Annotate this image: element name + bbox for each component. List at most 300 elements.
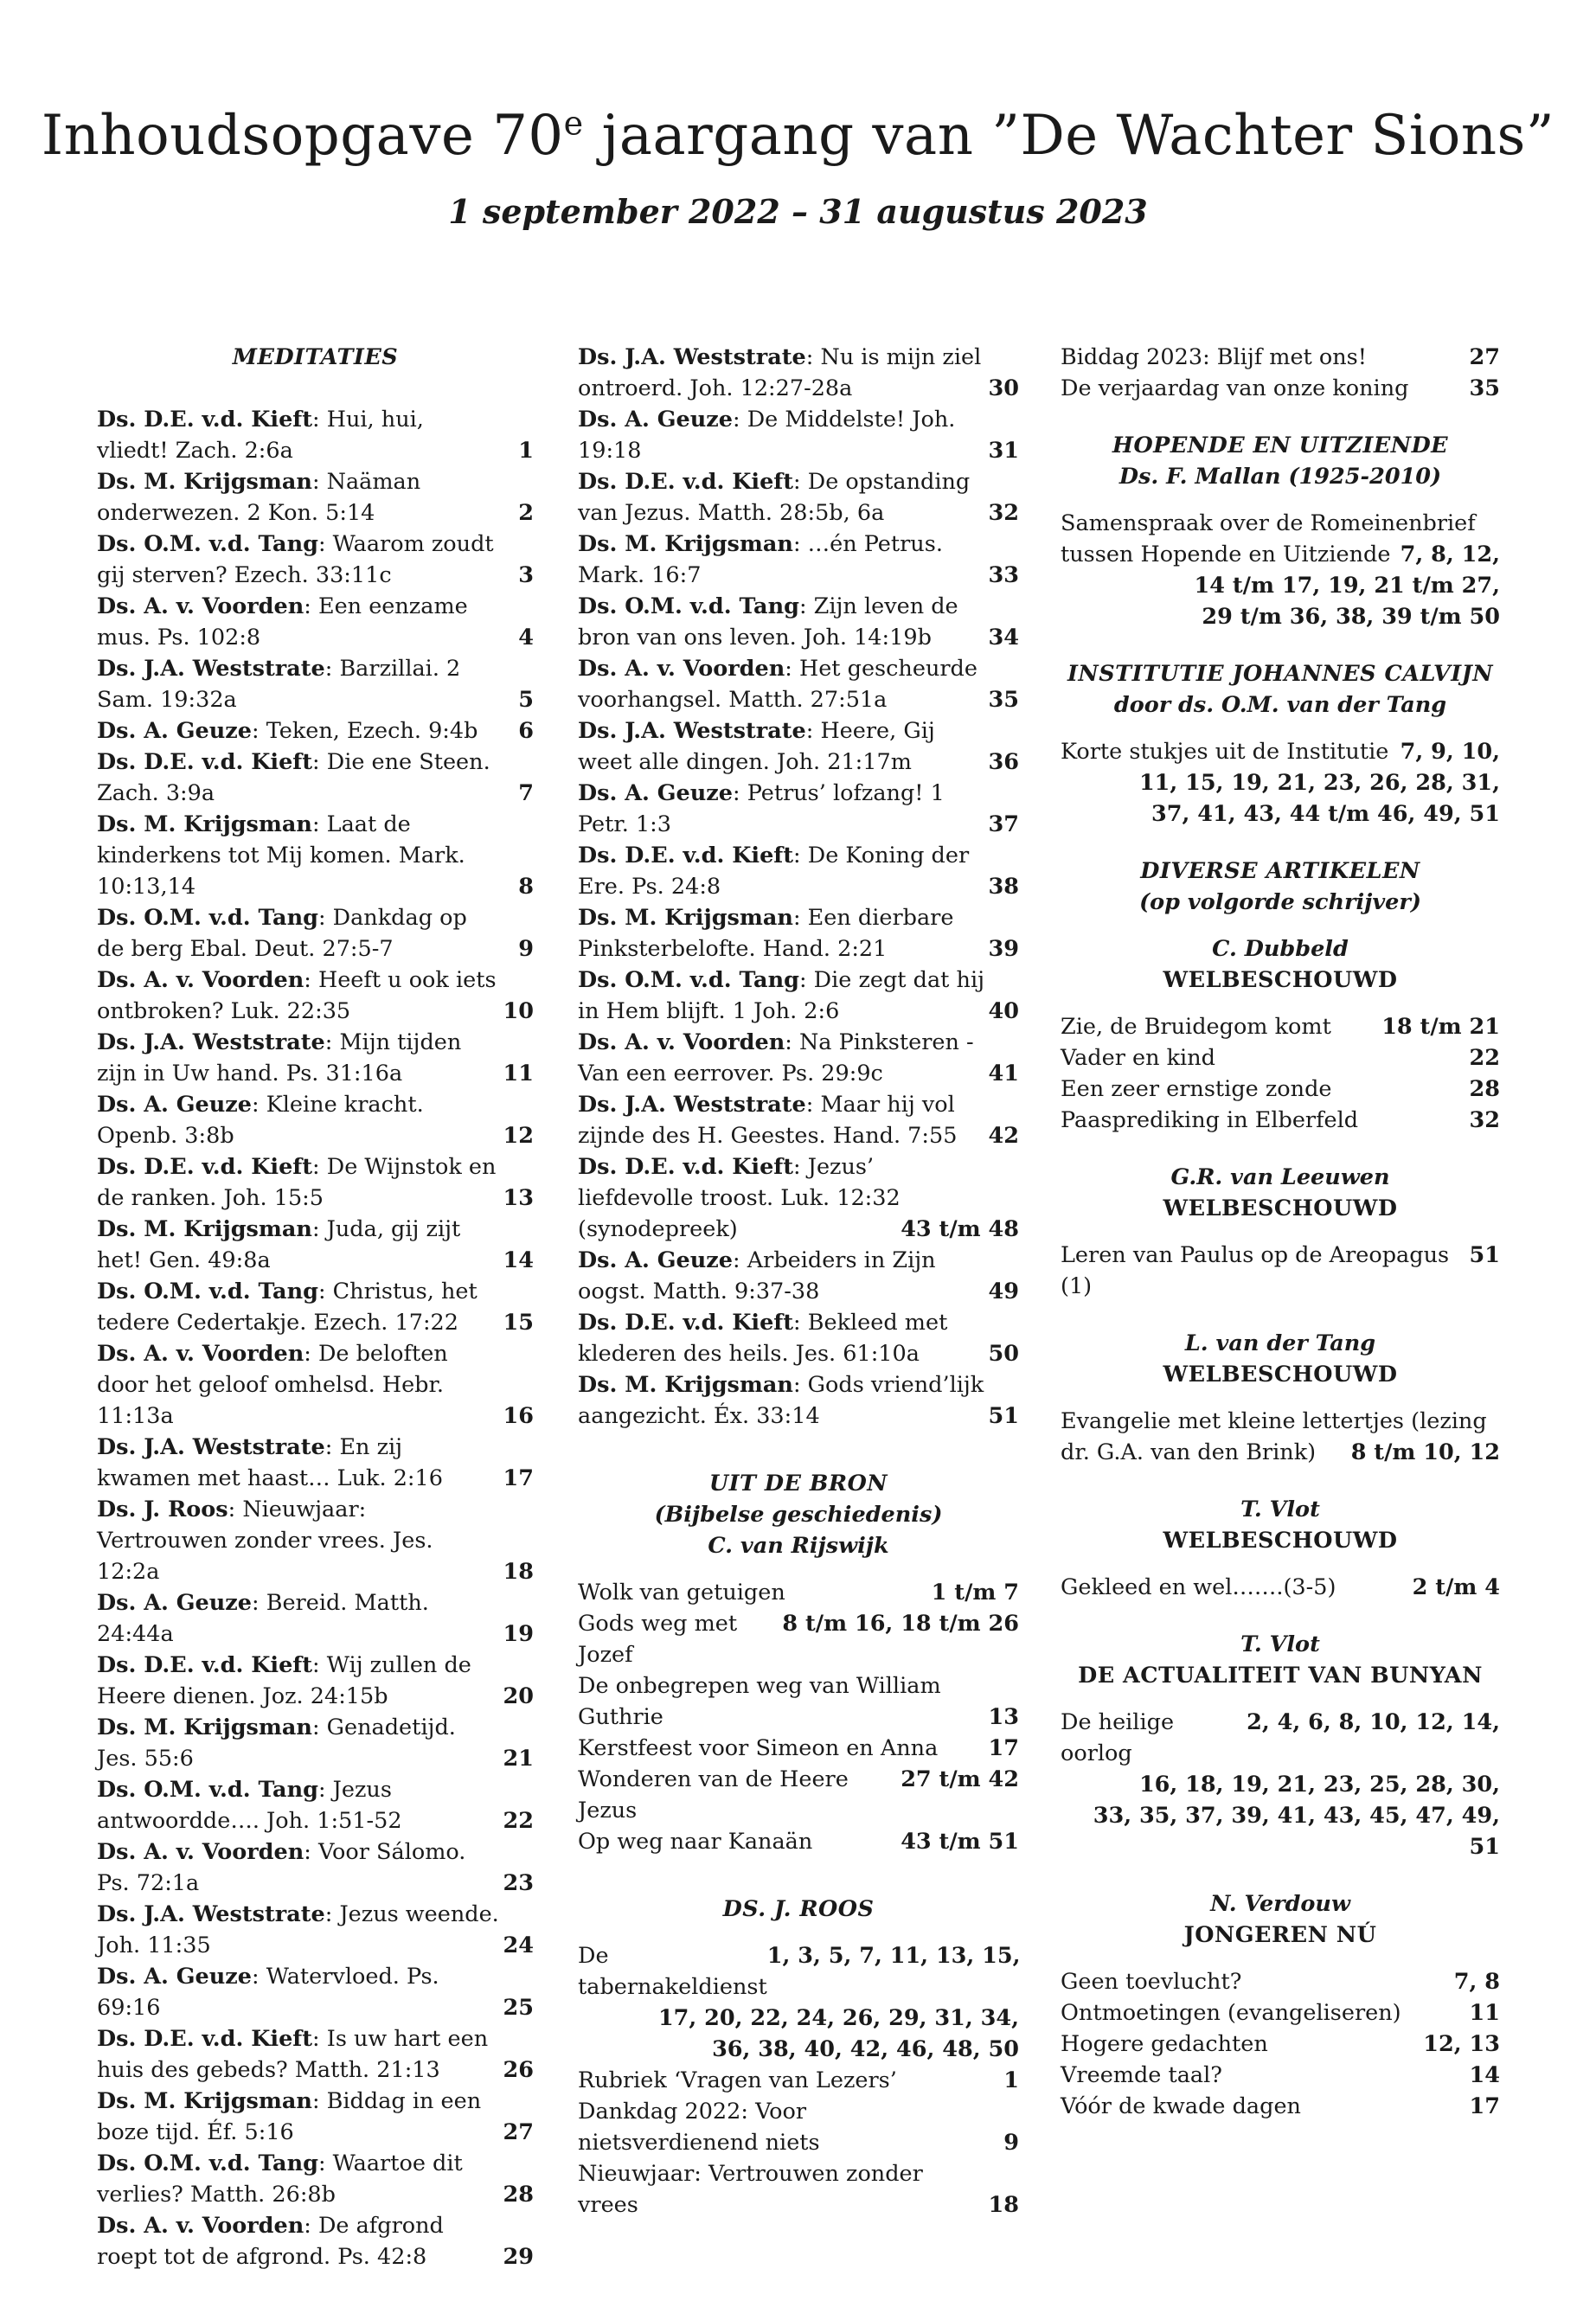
item-pages: 27	[1469, 344, 1500, 370]
meditatie-page: 15	[503, 1310, 534, 1336]
meditatie-page: 38	[988, 874, 1019, 900]
meditatie-entry	[97, 1214, 534, 1276]
meditatie-page: 21	[503, 1746, 534, 1772]
item-title: Hogere gedachten	[1061, 2031, 1268, 2057]
list-item	[578, 2065, 1019, 2096]
meditatie-author: Ds. O.M. v.d. Tang	[97, 2150, 318, 2176]
meditatie-author: Ds. M. Krijgsman	[578, 531, 793, 557]
meditatie-entry	[578, 1369, 1019, 1432]
meditatie-author: Ds. J. Roos	[97, 1497, 228, 1522]
meditatie-author: Ds. O.M. v.d. Tang	[97, 1777, 318, 1803]
meditatie-title: : Naäman onderwezen. 2 Kon. 5:14	[97, 469, 421, 526]
meditatie-author: Ds. A. Geuze	[578, 780, 734, 806]
meditatie-author: Ds. O.M. v.d. Tang	[578, 593, 799, 619]
meditatie-title: : Maar hij vol zijnde des H. Geestes. Hand. 7:55	[578, 1092, 958, 1149]
meditatie-author: Ds. O.M. v.d. Tang	[97, 531, 318, 557]
section-heading-institutie: INSTITUTIE JOHANNES CALVIJN	[1067, 661, 1494, 687]
item-title: Paasprediking in Elberfeld	[1061, 1107, 1359, 1133]
item-pages: 8 t/m 16, 18 t/m 26	[782, 1611, 1019, 1637]
meditatie-title: : Jezus antwoordde…. Joh. 1:51-52	[97, 1777, 402, 1834]
meditatie-page: 3	[518, 562, 534, 588]
item-pages: 2, 4, 6, 8, 10, 12, 14,	[1247, 1709, 1500, 1735]
meditatie-title: : Bereid. Matth. 24:44a	[97, 1590, 429, 1647]
meditatie-title: : Teken, Ezech. 9:4b	[252, 718, 478, 744]
section-author: Ds. F. Mallan (1925-2010)	[1118, 464, 1442, 490]
list-item	[1061, 1572, 1500, 1603]
meditatie-title: : Kleine kracht. Openb. 3:8b	[97, 1092, 424, 1149]
meditatie-entry	[578, 1151, 1019, 1245]
meditatie-entry	[97, 2210, 534, 2272]
meditatie-title: : Biddag in een boze tijd. Éf. 5:16	[97, 2088, 482, 2145]
item-title: Kerstfeest voor Simeon en Anna	[578, 1735, 939, 1761]
meditatie-entry	[578, 653, 1019, 715]
section-author: L. van der Tang	[1184, 1330, 1376, 1356]
column-2	[578, 342, 1019, 2221]
meditatie-author: Ds. D.E. v.d. Kieft	[578, 1310, 794, 1336]
section-rubriek: WELBESCHOUWD	[1163, 967, 1398, 993]
meditatie-author: Ds. O.M. v.d. Tang	[578, 967, 799, 993]
list-item	[1061, 1105, 1500, 1136]
item-pages: 13	[988, 1704, 1019, 1730]
meditatie-author: Ds. A. v. Voorden	[97, 593, 304, 619]
meditatie-title: : Gods vriend’lijk aangezicht. Éx. 33:14	[578, 1372, 984, 1429]
meditatie-title: : De beloften door het geloof omhelsd. Hebr. 11:13a	[97, 1341, 448, 1429]
meditatie-author: Ds. O.M. v.d. Tang	[97, 905, 318, 931]
meditatie-author: Ds. J.A. Weststrate	[97, 1901, 325, 1927]
uit-de-bron-list	[578, 1577, 1019, 1857]
meditatie-page: 16	[503, 1403, 534, 1429]
section-rubriek: WELBESCHOUWD	[1163, 1528, 1398, 1554]
meditatie-page: 10	[503, 998, 534, 1024]
meditatie-page: 41	[988, 1061, 1019, 1086]
meditatie-author: Ds. M. Krijgsman	[97, 1216, 312, 1242]
meditatie-author: Ds. D.E. v.d. Kieft	[97, 407, 313, 433]
meditatie-entry	[97, 715, 534, 747]
item-title: De onbegrepen weg van William Guthrie	[578, 1673, 941, 1730]
meditatie-entry	[578, 529, 1019, 591]
meditatie-page: 36	[988, 749, 1019, 775]
meditatie-entry	[97, 2148, 534, 2210]
item-title: Wonderen van de Heere Jezus	[578, 1766, 849, 1823]
item-pages: 32	[1469, 1107, 1500, 1133]
meditatie-page: 13	[503, 1185, 534, 1211]
meditatie-entry	[97, 1151, 534, 1214]
item-pages-continued: 37, 41, 43, 44 t/m 46, 49, 51	[1151, 801, 1500, 827]
meditatie-author: Ds. A. Geuze	[578, 407, 734, 433]
column-1	[97, 342, 534, 2272]
meditatie-entry	[97, 747, 534, 809]
meditatie-entry	[578, 1027, 1019, 1089]
meditatie-author: Ds. A. v. Voorden	[97, 2213, 304, 2239]
meditatie-author: Ds. A. v. Voorden	[578, 1029, 785, 1055]
meditatie-page: 23	[503, 1870, 534, 1896]
item-pages-continued: 36, 38, 40, 42, 46, 48, 50	[712, 2036, 1019, 2062]
meditatie-author: Ds. D.E. v.d. Kieft	[578, 843, 794, 868]
section-rubriek: WELBESCHOUWD	[1163, 1195, 1398, 1221]
item-pages: 17	[988, 1735, 1019, 1761]
meditatie-entry	[97, 1027, 534, 1089]
item-pages: 7, 9, 10,	[1400, 739, 1500, 765]
list-item	[1061, 373, 1500, 404]
meditatie-entry	[97, 965, 534, 1027]
meditatie-page: 24	[503, 1932, 534, 1958]
meditatie-author: Ds. J.A. Weststrate	[578, 718, 806, 744]
meditatie-entry	[578, 342, 1019, 404]
meditatie-entry	[97, 591, 534, 653]
meditatie-title: : Die zegt dat hij in Hem blijft. 1 Joh. 2:6	[578, 967, 985, 1024]
meditatie-author: Ds. A. Geuze	[97, 1590, 253, 1616]
item-title: De verjaardag van onze koning	[1061, 375, 1409, 401]
section-heading-meditaties: MEDITATIES	[232, 344, 399, 370]
meditatie-page: 18	[503, 1559, 534, 1585]
item-title: Een zeer ernstige zonde	[1061, 1076, 1332, 1102]
meditatie-page: 14	[503, 1247, 534, 1273]
meditatie-page: 32	[988, 500, 1019, 526]
meditatie-title: : Jezus weende. Joh. 11:35	[97, 1901, 499, 1958]
item-title: Nieuwjaar: Vertrouwen zonder vrees	[578, 2161, 923, 2218]
meditatie-title: : Na Pinksteren - Van een eerrover. Ps. 29:9c	[578, 1029, 974, 1086]
meditatie-page: 29	[503, 2244, 534, 2270]
item-pages: 28	[1469, 1076, 1500, 1102]
meditatie-entry	[97, 1276, 534, 1338]
item-title: Gekleed en wel…….(3-5)	[1061, 1574, 1336, 1600]
list-item	[1061, 1240, 1500, 1302]
section-author: G.R. van Leeuwen	[1170, 1164, 1390, 1190]
meditatie-title: : Die ene Steen. Zach. 3:9a	[97, 749, 490, 806]
meditatie-author: Ds. D.E. v.d. Kieft	[97, 2026, 313, 2052]
item-pages-continued: 14 t/m 17, 19, 21 t/m 27,	[1194, 573, 1500, 599]
meditatie-page: 40	[988, 998, 1019, 1024]
section-heading-ds-j-roos: DS. J. ROOS	[722, 1896, 875, 1922]
item-title: Biddag 2023: Blijf met ons!	[1061, 344, 1367, 370]
section-rubriek: DE ACTUALITEIT VAN BUNYAN	[1078, 1663, 1483, 1689]
item-title: Ontmoetingen (evangeliseren)	[1061, 2000, 1401, 2026]
meditatie-entry	[578, 902, 1019, 965]
meditatie-entry	[97, 466, 534, 529]
meditaties-list-part-2	[578, 342, 1019, 1432]
meditatie-title: : En zij kwamen met haast… Luk. 2:16	[97, 1434, 443, 1491]
section-rubriek: WELBESCHOUWD	[1163, 1362, 1398, 1388]
item-pages: 1	[1003, 2067, 1019, 2093]
meditatie-title: : Arbeiders in Zijn oogst. Matth. 9:37-38	[578, 1247, 936, 1304]
meditatie-entry	[97, 809, 534, 902]
item-pages-continued: 17, 20, 22, 24, 26, 29, 31, 34,	[657, 2005, 1019, 2031]
item-pages: 1 t/m 7	[931, 1580, 1019, 1606]
meditatie-entry	[578, 466, 1019, 529]
meditatie-entry	[97, 653, 534, 715]
meditatie-entry	[97, 2023, 534, 2086]
section-author: T. Vlot	[1240, 1497, 1320, 1522]
item-pages: 7, 8	[1453, 1969, 1500, 1995]
item-pages: 17	[1469, 2093, 1500, 2119]
page-subtitle: 1 september 2022 – 31 augustus 2023	[448, 192, 1148, 231]
section-author: C. Dubbeld	[1212, 936, 1349, 962]
meditatie-title: : Het gescheurde voorhangsel. Matth. 27:51a	[578, 656, 977, 713]
meditatie-title: : Heeft u ook iets ontbroken? Luk. 22:35	[97, 967, 497, 1024]
meditatie-author: Ds. M. Krijgsman	[97, 469, 312, 495]
meditatie-title: : Genadetijd. Jes. 55:6	[97, 1715, 456, 1772]
meditatie-page: 28	[503, 2182, 534, 2208]
meditatie-page: 31	[988, 438, 1019, 464]
meditaties-list-part-1	[97, 404, 534, 2272]
meditatie-page: 35	[988, 687, 1019, 713]
meditatie-entry	[97, 1432, 534, 1494]
meditatie-author: Ds. M. Krijgsman	[97, 1715, 312, 1740]
meditatie-author: Ds. D.E. v.d. Kieft	[97, 749, 313, 775]
list-item	[1061, 736, 1500, 830]
meditatie-entry	[97, 1961, 534, 2023]
section-heading-uit-de-bron: UIT DE BRON	[708, 1471, 888, 1497]
meditatie-author: Ds. J.A. Weststrate	[97, 1029, 325, 1055]
meditatie-author: Ds. A. Geuze	[97, 1964, 253, 1990]
meditatie-entry	[97, 902, 534, 965]
item-pages: 1, 3, 5, 7, 11, 13, 15,	[766, 1943, 1021, 1969]
item-title: De heilige oorlog	[1061, 1709, 1175, 1766]
meditatie-page: 5	[518, 687, 534, 713]
item-pages: 27 t/m 42	[901, 1766, 1019, 1792]
meditatie-title: : Nu is mijn ziel ontroerd. Joh. 12:27-28a	[578, 344, 982, 401]
page-title: Inhoudsopgave 70e jaargang van ”De Wachter Sions”	[41, 104, 1555, 168]
meditatie-title: : Mijn tijden zijn in Uw hand. Ps. 31:16a	[97, 1029, 462, 1086]
meditatie-entry	[97, 1712, 534, 1774]
meditatie-title: : Juda, gij zijt het! Gen. 49:8a	[97, 1216, 461, 1273]
section-author: T. Vlot	[1240, 1631, 1320, 1657]
meditatie-page: 25	[503, 1995, 534, 2021]
list-item	[1061, 1042, 1500, 1074]
meditatie-title: : Voor Sálomo. Ps. 72:1a	[97, 1839, 466, 1896]
meditatie-title: : De Middelste! Joh. 19:18	[578, 407, 956, 464]
item-title: Geen toevlucht?	[1061, 1969, 1242, 1995]
meditatie-title: : Zijn leven de bron van ons leven. Joh. 14:19b	[578, 593, 958, 651]
meditatie-page: 51	[988, 1403, 1019, 1429]
meditatie-author: Ds. J.A. Weststrate	[97, 656, 325, 682]
item-title: Op weg naar Kanaän	[578, 1829, 813, 1855]
list-item	[1061, 1966, 1500, 1997]
list-item	[578, 1670, 1019, 1733]
meditatie-page: 11	[503, 1061, 534, 1086]
meditatie-author: Ds. D.E. v.d. Kieft	[97, 1652, 313, 1678]
meditatie-entry	[97, 1650, 534, 1712]
item-pages: 11	[1469, 2000, 1500, 2026]
list-item	[578, 2096, 1019, 2158]
item-pages: 18 t/m 21	[1381, 1014, 1500, 1040]
meditatie-author: Ds. M. Krijgsman	[97, 2088, 312, 2114]
item-pages: 2 t/m 4	[1412, 1574, 1500, 1600]
list-item	[578, 2158, 1019, 2221]
item-pages: 22	[1469, 1045, 1500, 1071]
list-item	[1061, 2091, 1500, 2122]
meditatie-title: : Watervloed. Ps. 69:16	[97, 1964, 439, 2021]
roos-list-continued	[1061, 342, 1500, 404]
item-title-continued: tussen Hopende en Uitziende	[1061, 542, 1391, 567]
item-pages-continued: 11, 15, 19, 21, 23, 26, 28, 31,	[1138, 770, 1500, 796]
meditatie-page: 17	[503, 1465, 534, 1491]
meditatie-page: 6	[518, 718, 534, 744]
meditatie-page: 34	[988, 625, 1019, 651]
meditatie-title: : Wij zullen de Heere dienen. Joz. 24:15b	[97, 1652, 471, 1709]
column-3	[1061, 342, 1500, 2122]
meditatie-title: : Nieuwjaar: Vertrouwen zonder vrees. Jes. 12:2a	[97, 1497, 433, 1585]
meditatie-author: Ds. D.E. v.d. Kieft	[578, 1154, 794, 1180]
meditatie-author: Ds. A. Geuze	[97, 1092, 253, 1118]
item-title: Wolk van getuigen	[578, 1580, 785, 1606]
meditatie-entry	[97, 404, 534, 466]
meditatie-title: : Heere, Gij weet alle dingen. Joh. 21:17m	[578, 718, 935, 775]
meditatie-page: 8	[518, 874, 534, 900]
section-heading-diverse-artikelen: DIVERSE ARTIKELEN	[1140, 858, 1420, 884]
item-title: Vóór de kwade dagen	[1061, 2093, 1301, 2119]
meditatie-page: 50	[988, 1341, 1019, 1367]
meditatie-entry	[578, 840, 1019, 902]
meditatie-author: Ds. A. v. Voorden	[578, 656, 785, 682]
meditatie-entry	[578, 1089, 1019, 1151]
item-title: Vreemde taal?	[1061, 2062, 1222, 2088]
section-subheading: (Bijbelse geschiedenis)	[654, 1502, 943, 1528]
meditatie-title: : …én Petrus. Mark. 16:7	[578, 531, 943, 588]
meditatie-entry	[97, 1899, 534, 1961]
item-title: Vader en kind	[1061, 1045, 1215, 1071]
meditatie-page: 37	[988, 811, 1019, 837]
meditatie-author: Ds. J.A. Weststrate	[97, 1434, 325, 1460]
item-title: Samenspraak over de Romeinenbrief	[1061, 510, 1476, 536]
meditatie-page: 43 t/m 48	[901, 1216, 1019, 1242]
meditatie-author: Ds. D.E. v.d. Kieft	[578, 469, 794, 495]
meditatie-title: : De Wijnstok en de ranken. Joh. 15:5	[97, 1154, 497, 1211]
list-item	[578, 1608, 1019, 1670]
item-title: Korte stukjes uit de Institutie	[1061, 739, 1389, 765]
verdouw-list	[1061, 1966, 1500, 2122]
list-item	[1061, 2029, 1500, 2060]
meditatie-page: 2	[518, 500, 534, 526]
item-title: Leren van Paulus op de Areopagus (1)	[1061, 1242, 1450, 1299]
meditatie-author: Ds. M. Krijgsman	[97, 811, 312, 837]
meditatie-entry	[578, 715, 1019, 778]
meditatie-entry	[97, 529, 534, 591]
meditatie-page: 1	[518, 438, 534, 464]
meditatie-title: : Waarom zoudt gij sterven? Ezech. 33:11c	[97, 531, 494, 588]
item-pages: 9	[1003, 2130, 1019, 2156]
item-pages-continued: 16, 18, 19, 21, 23, 25, 28, 30,	[1138, 1772, 1500, 1798]
list-item	[578, 1764, 1019, 1826]
section-heading-hopende-en-uitziende: HOPENDE EN UITZIENDE	[1112, 433, 1449, 458]
item-pages-continued: 29 t/m 36, 38, 39 t/m 50	[1202, 604, 1500, 630]
meditatie-author: Ds. O.M. v.d. Tang	[97, 1279, 318, 1304]
item-pages: 8 t/m 10, 12	[1350, 1439, 1500, 1465]
meditatie-page: 22	[503, 1808, 534, 1834]
item-title: Dankdag 2022: Voor nietsverdienend niets	[578, 2099, 820, 2156]
meditatie-page: 4	[518, 625, 534, 651]
meditatie-author: Ds. M. Krijgsman	[578, 905, 793, 931]
meditatie-title: : Jezus’ liefdevolle troost. Luk. 12:32 (synodepreek)	[578, 1154, 901, 1242]
item-title: Gods weg met Jozef	[578, 1611, 738, 1668]
section-rubriek: JONGEREN NÚ	[1183, 1922, 1377, 1948]
meditatie-title: : De Koning der Ere. Ps. 24:8	[578, 843, 970, 900]
meditatie-page: 30	[988, 375, 1019, 401]
meditatie-page: 20	[503, 1683, 534, 1709]
meditatie-author: Ds. A. Geuze	[97, 718, 253, 744]
section-author: N. Verdouw	[1210, 1891, 1350, 1917]
meditatie-title: : Een dierbare Pinksterbelofte. Hand. 2:21	[578, 905, 954, 962]
list-item	[1061, 1011, 1500, 1042]
meditatie-entry	[97, 1587, 534, 1650]
meditatie-page: 49	[988, 1279, 1019, 1304]
list-item	[1061, 342, 1500, 373]
meditatie-title: : Dankdag op de berg Ebal. Deut. 27:5-7	[97, 905, 467, 962]
list-item	[1061, 1997, 1500, 2029]
meditatie-title: : Barzillai. 2 Sam. 19:32a	[97, 656, 461, 713]
list-item	[578, 1940, 1019, 2065]
meditatie-entry	[97, 1494, 534, 1587]
item-pages: 12, 13	[1423, 2031, 1500, 2057]
list-item	[578, 1733, 1019, 1764]
list-item	[1061, 1707, 1500, 1862]
list-item	[578, 1826, 1019, 1857]
meditatie-page: 12	[503, 1123, 534, 1149]
meditatie-title: : Petrus’ lofzang! 1 Petr. 1:3	[578, 780, 945, 837]
item-pages: 7, 8, 12,	[1400, 542, 1500, 567]
meditatie-title: : Een eenzame mus. Ps. 102:8	[97, 593, 468, 651]
item-title: Zie, de Bruidegom komt	[1061, 1014, 1331, 1040]
meditatie-entry	[97, 2086, 534, 2148]
meditatie-page: 27	[503, 2119, 534, 2145]
meditatie-page: 39	[988, 936, 1019, 962]
item-title-continued: dr. G.A. van den Brink)	[1061, 1439, 1317, 1465]
meditatie-author: Ds. J.A. Weststrate	[578, 1092, 806, 1118]
meditatie-author: Ds. M. Krijgsman	[578, 1372, 793, 1398]
meditatie-title: : Bekleed met klederen des heils. Jes. 61:10a	[578, 1310, 948, 1367]
item-pages: 35	[1469, 375, 1500, 401]
list-item	[1061, 508, 1500, 632]
section-author: C. van Rijswijk	[708, 1533, 889, 1559]
item-title: De tabernakeldienst	[578, 1943, 767, 2000]
dubbeld-list	[1061, 1011, 1500, 1136]
meditatie-author: Ds. A. v. Voorden	[97, 1341, 304, 1367]
meditatie-page: 19	[503, 1621, 534, 1647]
meditatie-title: : Laat de kinderkens tot Mij komen. Mark. 10:13,14	[97, 811, 465, 900]
meditatie-page: 9	[518, 936, 534, 962]
section-subheading: (op volgorde schrijver)	[1139, 889, 1421, 915]
list-item	[1061, 1074, 1500, 1105]
meditatie-title: : Christus, het tedere Cedertakje. Ezech. 17:22	[97, 1279, 478, 1336]
list-item	[1061, 1406, 1500, 1468]
meditatie-author: Ds. A. v. Voorden	[97, 1839, 304, 1865]
item-pages: 43 t/m 51	[901, 1829, 1019, 1855]
item-pages: 18	[988, 2192, 1019, 2218]
meditatie-entry	[97, 1774, 534, 1836]
meditatie-page: 26	[503, 2057, 534, 2083]
meditatie-title: : De afgrond roept tot de afgrond. Ps. 42:8	[97, 2213, 444, 2270]
meditatie-entry	[97, 1089, 534, 1151]
roos-list	[578, 2065, 1019, 2221]
meditatie-title: : Hui, hui, vliedt! Zach. 2:6a	[97, 407, 424, 464]
meditatie-page: 33	[988, 562, 1019, 588]
item-title: Evangelie met kleine lettertjes (lezing	[1061, 1408, 1487, 1434]
item-pages: 51	[1469, 1242, 1500, 1268]
meditatie-page: 7	[518, 780, 534, 806]
list-item	[1061, 2060, 1500, 2091]
meditatie-title: : Is uw hart een huis des gebeds? Matth. 21:13	[97, 2026, 489, 2083]
item-pages: 14	[1469, 2062, 1500, 2088]
meditatie-entry	[97, 1338, 534, 1432]
list-item	[578, 1577, 1019, 1608]
meditatie-author: Ds. J.A. Weststrate	[578, 344, 806, 370]
meditatie-entry	[578, 1245, 1019, 1307]
section-author: door ds. O.M. van der Tang	[1113, 692, 1447, 718]
meditatie-author: Ds. A. v. Voorden	[97, 967, 304, 993]
meditatie-author: Ds. A. Geuze	[578, 1247, 734, 1273]
item-title: Rubriek ‘Vragen van Lezers’	[578, 2067, 897, 2093]
meditatie-entry	[578, 404, 1019, 466]
